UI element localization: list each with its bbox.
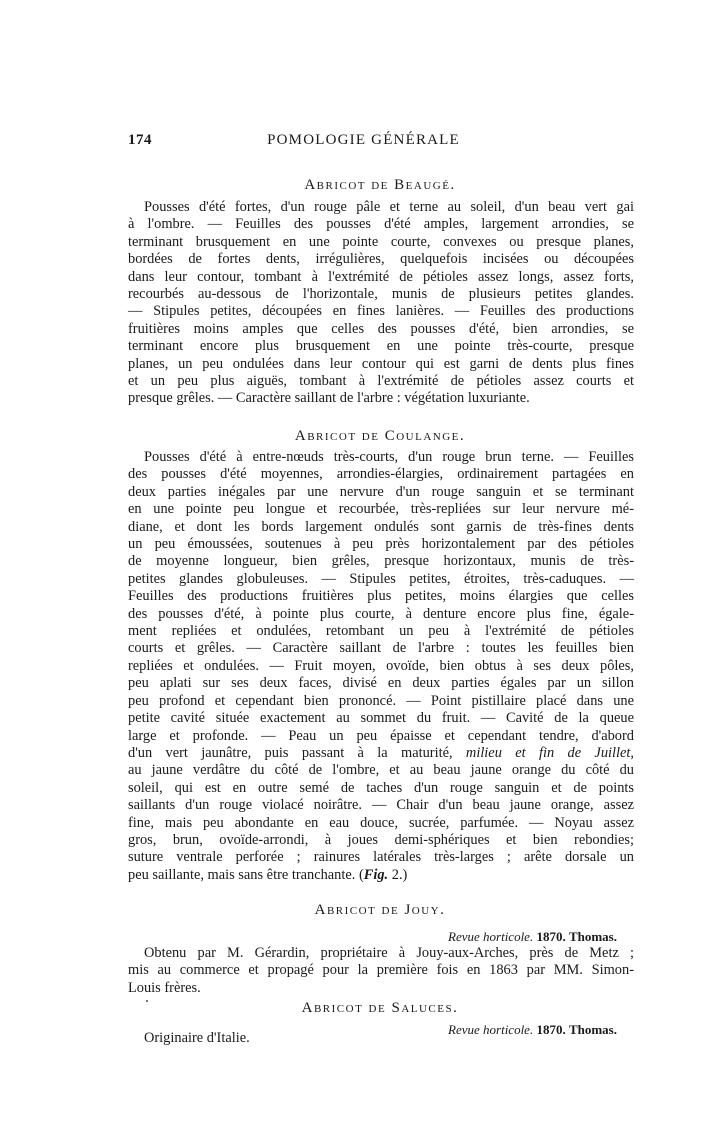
citation-journal: Revue horticole. [448, 929, 534, 944]
section-title-coulange: Abricot de Coulange. [294, 428, 466, 444]
text-line: ment repliées et ondulées, retombant un peu à l'extrémité de pétioles [128, 623, 634, 640]
paragraph-coulange [128, 449, 634, 884]
text-line: terminant brusquement en une pointe courte, convexes ou presque planes, [128, 233, 634, 250]
text-line: bordées de fortes dents, irrégulières, quelquefois incisées ou découpées [128, 251, 634, 268]
text-line: au jaune verdâtre du côté de l'ombre, et au beau jaune orange du côté du [128, 762, 634, 779]
section-title-saluces: Abricot de Saluces. [301, 1000, 459, 1016]
text-line: de moyenne longueur, bien grêles, presque horizontaux, munis de très- [128, 553, 634, 570]
text-line: Obtenu par M. Gérardin, propriétaire à Jouy-aux-Arches, près de Metz ; [144, 945, 634, 961]
text-line: en une pointe peu longue et recourbée, très-repliées sur leur nervure mé- [128, 501, 634, 518]
text-line: suture ventrale perforée ; rainures latérales très-larges ; arête dorsale un [128, 849, 634, 866]
paragraph-beauge [128, 199, 634, 408]
text-line: soleil, qui est en outre semé de taches d'un rouge sanguin et de points [128, 779, 634, 796]
page-number: 174 [128, 132, 152, 148]
paragraph-saluces [128, 1030, 634, 1047]
text-line: des pousses d'été, à pointe plus courte, à denture encore plus fine, égale- [128, 605, 634, 622]
text-line: saillants d'un rouge violacé noirâtre. — Chair d'un beau jaune orange, assez [128, 797, 634, 814]
text-line: peu profond et cependant bien prononcé. — Point pistillaire placé dans une [128, 692, 634, 709]
citation-year: 1870. [536, 929, 566, 944]
text-line: Pousses d'été fortes, d'un rouge pâle et terne au soleil, d'un beau vert gai [144, 199, 634, 215]
text-segment: d'un vert jaunâtre, puis passant à la maturité, [128, 744, 466, 761]
text-line: repliées et ondulées. — Fruit moyen, ovoïde, bien obtus à ses deux pôles, [128, 657, 634, 674]
text-line: Feuilles des productions fruitières plus petites, moins élargies que celles [128, 588, 634, 605]
paragraph-jouy [128, 945, 634, 997]
text-line: petites glandes globuleuses. — Stipules petites, étroites, très-caduques. — [128, 570, 634, 587]
text-line: des pousses d'été moyennes, arrondies-élargies, ordinairement partagées en [128, 466, 634, 483]
text-segment: , [630, 744, 634, 761]
text-line: diane, et dont les bords largement ondulés sont garnis de très-fines dents [128, 518, 634, 535]
citation-journal: Revue horticole. [448, 1022, 534, 1037]
text-line: large et profonde. — Peau un peu épaisse et cependant tendre, d'abord [128, 727, 634, 744]
text-line: fruitières moins amples que celles des pousses d'été, bien arrondies, se [128, 320, 634, 337]
text-line: terminant encore plus brusquement en une pointe très-courte, presque [128, 338, 634, 355]
citation-author: Thomas. [568, 929, 617, 944]
text-line: et un peu plus aiguës, tombant à l'extrémité de pétioles assez courts et [128, 373, 634, 390]
text-line: petite cavité située exactement au sommet du fruit. — Cavité de la queue [128, 710, 634, 727]
citation-year: 1870. [536, 1022, 566, 1037]
text-line: planes, un peu ondulées dans leur contour qui est garni de dents plus fines [128, 355, 634, 372]
text-line: Pousses d'été à entre-nœuds très-courts, d'un rouge brun terne. — Feuilles [144, 449, 634, 465]
source-citation-jouy [448, 929, 617, 945]
citation-author: Thomas. [568, 1022, 617, 1037]
text-line: Louis frères. [128, 979, 201, 996]
section-title-beauge: Abricot de Beaugé. [304, 177, 456, 193]
text-line: dans leur contour, tombant à l'extrémité de pétioles assez longs, assez forts, [128, 268, 634, 285]
text-line: recourbés au-dessous de l'horizontale, munis de plusieurs petites glandes. [128, 286, 634, 303]
ripening-period: milieu et fin de Juillet [465, 744, 631, 761]
text-line: à l'ombre. — Feuilles des pousses d'été amples, largement arrondies, se [128, 216, 634, 233]
running-head: POMOLOGIE GÉNÉRALE [267, 132, 460, 148]
text-line-ripening [128, 745, 634, 762]
text-line: mis au commerce et propagé pour la première fois en 1863 par MM. Simon- [128, 962, 634, 979]
text-line: courts et grêles. — Caractère saillant de l'arbre : toutes les feuilles bien [128, 640, 634, 657]
section-title-jouy: Abricot de Jouy. [314, 902, 446, 918]
text-line: — Stipules petites, découpées en fines lanières. — Feuilles des productions [128, 303, 634, 320]
text-line: deux parties inégales par une nervure d'un rouge sanguin et se terminant [128, 483, 634, 500]
figure-reference: Fig. [363, 866, 389, 883]
figure-number: 2.) [388, 866, 408, 883]
text-line: gros, brun, ovoïde-arrondi, à joues demi-sphériques et bien rebondies; [128, 831, 634, 848]
text-line: un peu émoussées, soutenues à peu près horizontalement par des pétioles [128, 536, 634, 553]
text-segment: peu saillante, mais sans être tranchante. ( [128, 866, 364, 883]
text-line-figure-ref [128, 867, 634, 884]
text-line: peu aplati sur ses deux faces, divisé en deux parties égales par un sillon [128, 675, 634, 692]
text-line: Originaire d'Italie. [144, 1030, 250, 1046]
text-line: fine, mais peu abondante en eau douce, sucrée, parfumée. — Noyau assez [128, 814, 634, 831]
text-line: presque grêles. — Caractère saillant de l'arbre : végétation luxuriante. [128, 390, 530, 407]
